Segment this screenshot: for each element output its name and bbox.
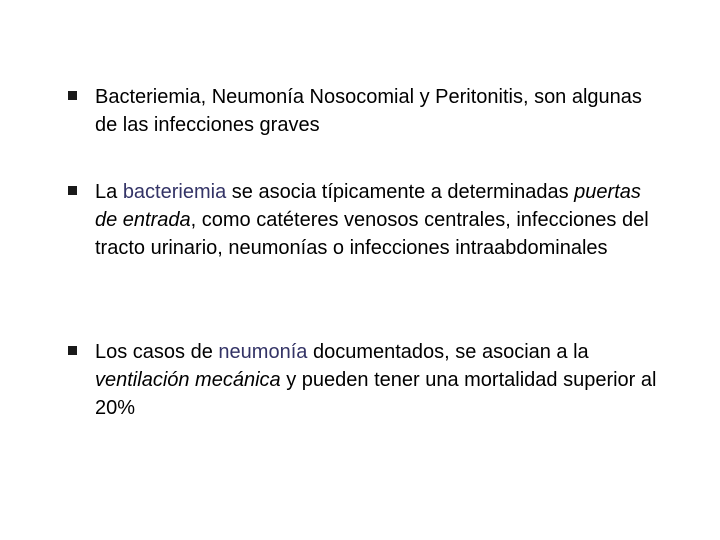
emphasized-term: ventilación mecánica xyxy=(95,369,281,391)
emphasized-term: puertas de entrada xyxy=(95,181,641,231)
highlighted-term: bacteriemia xyxy=(122,181,227,203)
square-bullet-icon xyxy=(68,186,77,195)
highlighted-term: neumonía xyxy=(218,341,308,363)
bullet-item xyxy=(68,178,668,262)
square-bullet-icon xyxy=(68,346,77,355)
bullet-text-pre: La xyxy=(95,181,123,203)
square-bullet-icon xyxy=(68,91,77,100)
bullet-text xyxy=(95,178,668,262)
bullet-text xyxy=(95,338,668,422)
bullet-text-mid: se asocia típicamente a determinadas xyxy=(226,181,575,203)
bullet-text-post: y pueden tener una mortalidad superior al 20% xyxy=(95,369,657,419)
bullet-text-plain: Bacteriemia, Neumonía Nosocomial y Peritonitis, son algunas de las infecciones graves xyxy=(95,86,642,136)
bullet-text xyxy=(95,83,668,139)
bullet-item xyxy=(68,83,668,139)
bullet-item xyxy=(68,338,668,422)
bullet-text-pre: Los casos de xyxy=(95,341,219,363)
bullet-text-mid: documentados, se asocian a la xyxy=(307,341,589,363)
bullet-text-post: , como catéteres venosos centrales, infecciones del tracto urinario, neumonías o infecciones intraabdominales xyxy=(95,209,649,259)
